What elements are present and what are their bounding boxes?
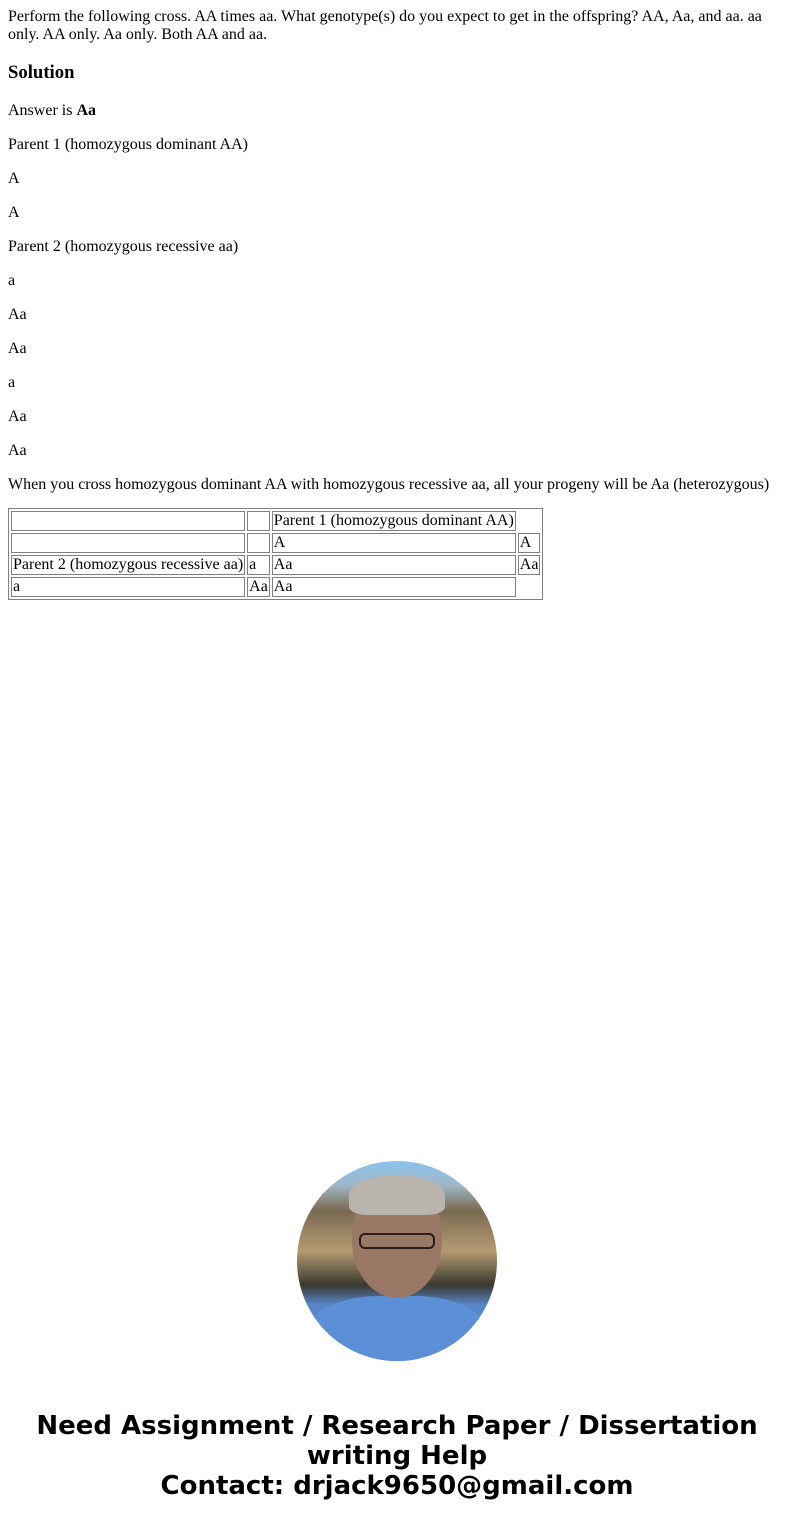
punnett-square-table [8,508,543,600]
author-avatar [297,1161,497,1361]
avatar-hair [349,1175,445,1215]
document-body [0,8,794,600]
table-cell: A [272,533,516,553]
solution-line: a [8,374,16,391]
table-cell: Aa [272,555,516,575]
table-row [11,533,540,553]
banner-line-1: Need Assignment / Research Paper / Dissertation [36,1411,758,1441]
table-cell [11,533,245,553]
table-cell: Aa [519,556,539,573]
answer-line [8,102,786,120]
solution-heading: Solution [8,62,75,83]
table-cell: A [518,533,541,553]
solution-line: a [8,272,16,289]
contact-banner [0,1411,794,1501]
question-text: Perform the following cross. AA times aa. What genotype(s) do you expect to get in the offspring? AA, Aa, and aa. aa only. AA only. Aa only. Both AA and aa. [8,8,762,43]
table-row [11,577,540,597]
solution-line: Aa [8,408,27,425]
table-cell: Aa [249,578,268,595]
conclusion-text: When you cross homozygous dominant AA with homozygous recessive aa, all your progeny will be Aa (heterozygous) [8,476,770,493]
table-empty [518,577,541,597]
table-cell: a [247,555,270,575]
solution-line: A [8,170,20,187]
table-cell [247,511,270,531]
table-cell: Parent 2 (homozygous recessive aa) [13,556,244,573]
solution-line: Aa [8,442,27,459]
table-row [11,555,540,575]
solution-line: Parent 2 (homozygous recessive aa) [8,238,239,255]
table-cell [247,533,270,553]
table-cell: Aa [272,577,516,597]
solution-line: A [8,204,20,221]
answer-prefix: Answer is [8,102,77,119]
table-row [11,511,540,531]
solution-line: Parent 1 (homozygous dominant AA) [8,136,248,153]
banner-contact: Contact: drjack9650@gmail.com [160,1471,634,1501]
table-cell: a [11,577,245,597]
answer-value: Aa [76,102,96,119]
avatar-shirt [307,1296,487,1361]
avatar-glasses [359,1233,435,1249]
solution-line: Aa [8,306,27,323]
table-empty [518,511,541,531]
table-cell: Parent 1 (homozygous dominant AA) [273,512,514,529]
table-cell [11,511,245,531]
solution-line: Aa [8,340,27,357]
banner-line-2: writing Help [306,1441,488,1471]
